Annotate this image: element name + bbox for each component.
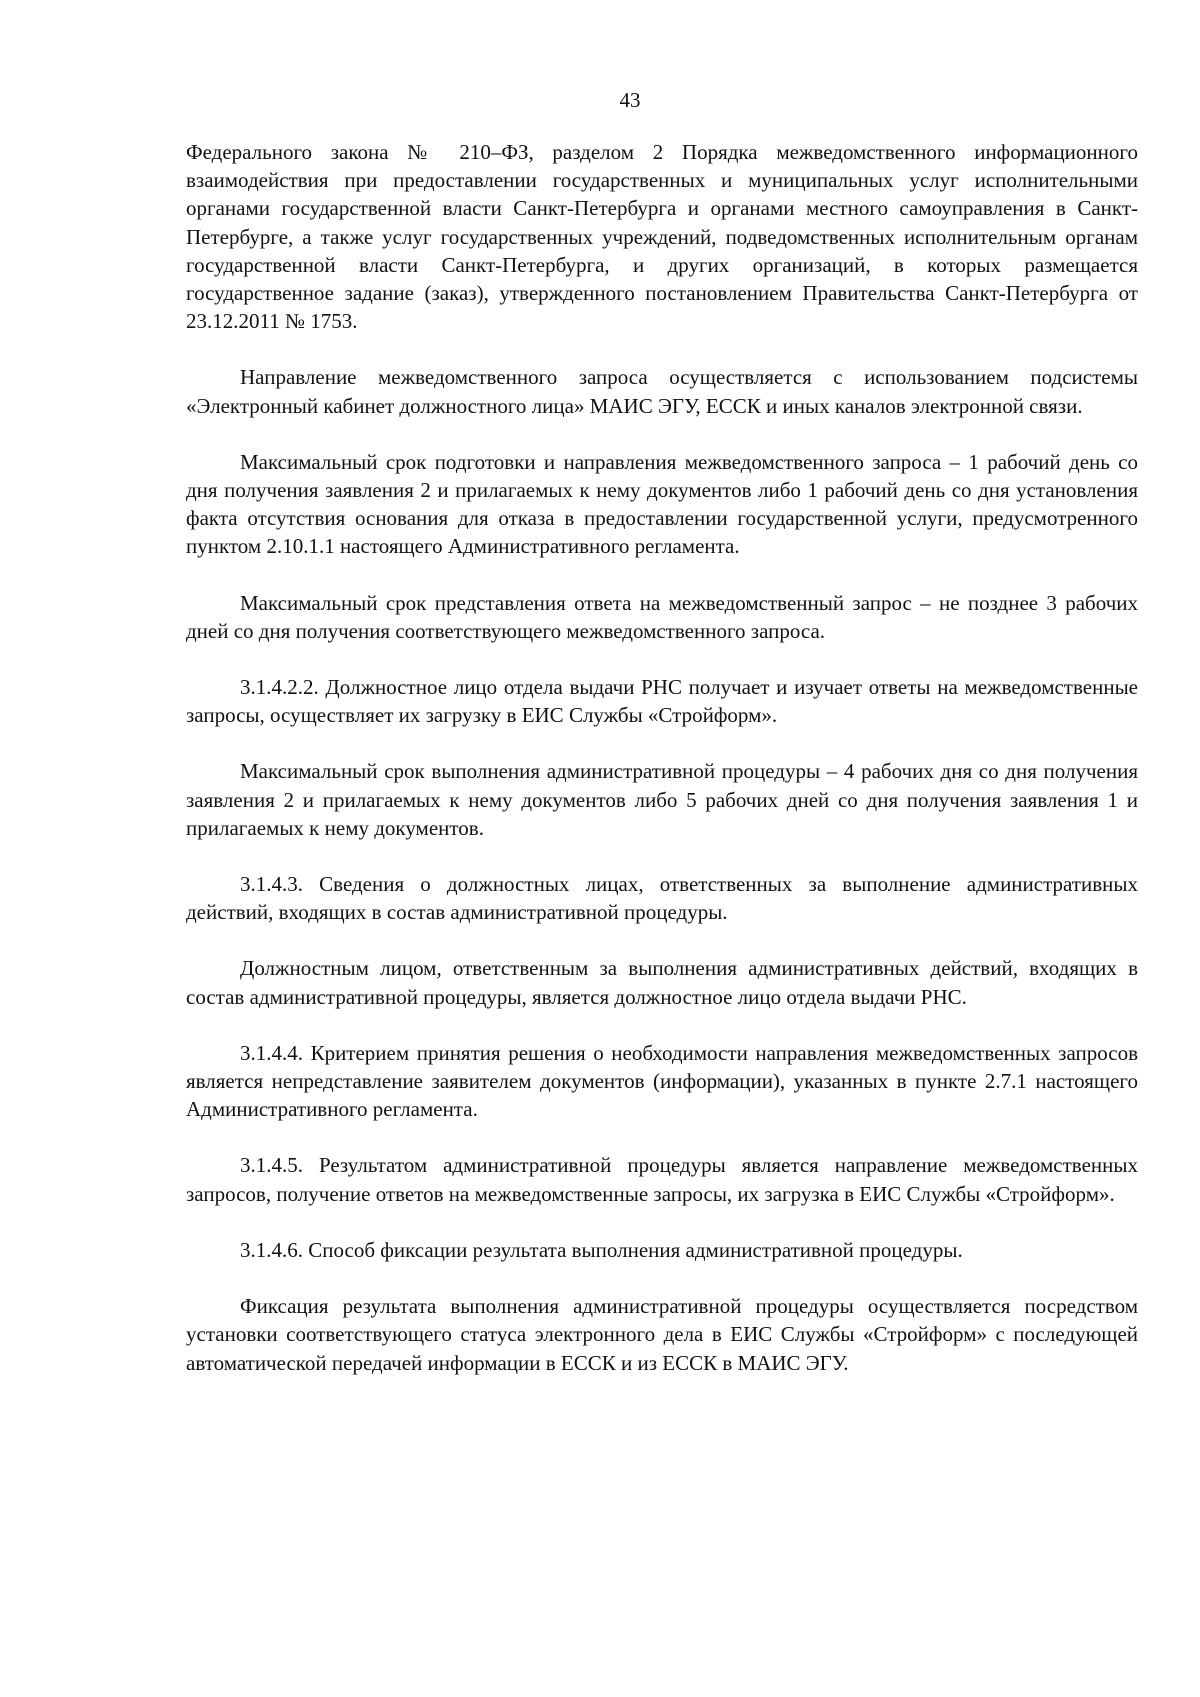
- paragraph-request-deadline: Максимальный срок подготовки и направления межведомственного запроса – 1 рабочий день со дня получения заявления 2 и прилагаемых к нему документов либо 1 рабочий день со дня установления факта отсутствия основания для отказа в предоставлении государственной услуги, предусмотренного пунктом 2.10.1.1 настоящего Административного регламента.: [186, 449, 1138, 559]
- paragraph-3-1-4-3: 3.1.4.3. Сведения о должностных лицах, ответственных за выполнение административных действий, входящих в состав административной процедуры.: [186, 872, 1138, 925]
- paragraph-response-deadline: Максимальный срок представления ответа на межведомственный запрос – не позднее 3 рабочих дней со дня получения соответствующего межведомственного запроса.: [186, 590, 1138, 643]
- paragraph-3-1-4-6: 3.1.4.6. Способ фиксации результата выполнения административной процедуры.: [240, 1237, 963, 1262]
- paragraph-3-1-4-2-2: 3.1.4.2.2. Должностное лицо отдела выдачи РНС получает и изучает ответы на межведомственные запросы, осуществляет их загрузку в ЕИС Службы «Стройформ».: [186, 675, 1138, 728]
- paragraph-request-channels: Направление межведомственного запроса осуществляется с использованием подсистемы «Электронный кабинет должностного лица» МАИС ЭГУ, ЕССК и иных каналов электронной связи.: [186, 365, 1138, 418]
- document-body: [186, 138, 1138, 1377]
- paragraph-continuation: Федерального закона № 210–ФЗ, разделом 2 Порядка межведомственного информационного взаимодействия при предоставлении государственных и муниципальных услуг исполнительными органами государственной власти Санкт-Петербурга и органами местного самоуправления в Санкт-Петербурге, а также услуг государственных учреждений, подведомственных исполнительным органам государственной власти Санкт-Петербурга, и других организаций, в которых размещается государственное задание (заказ), утвержденного постановлением Правительства Санкт-Петербурга от 23.12.2011 № 1753.: [186, 140, 1138, 334]
- paragraph-responsible-official: Должностным лицом, ответственным за выполнения административных действий, входящих в состав административной процедуры, является должностное лицо отдела выдачи РНС.: [186, 956, 1138, 1009]
- page-number: 43: [619, 88, 641, 112]
- paragraph-3-1-4-5: 3.1.4.5. Результатом административной процедуры является направление межведомственных запросов, получение ответов на межведомственные запросы, их загрузка в ЕИС Службы «Стройформ».: [186, 1153, 1138, 1206]
- paragraph-3-1-4-4: 3.1.4.4. Критерием принятия решения о необходимости направления межведомственных запросов является непредставление заявителем документов (информации), указанных в пункте 2.7.1 настоящего Административного регламента.: [186, 1040, 1138, 1122]
- paragraph-result-fixation: Фиксация результата выполнения административной процедуры осуществляется посредством установки соответствующего статуса электронного дела в ЕИС Службы «Стройформ» с последующей автоматической передачей информации в ЕССК и из ЕССК в МАИС ЭГУ.: [186, 1294, 1138, 1375]
- paragraph-procedure-deadline: Максимальный срок выполнения административной процедуры – 4 рабочих дня со дня получения заявления 2 и прилагаемых к нему документов либо 5 рабочих дней со дня получения заявления 1 и прилагаемых к нему документов.: [186, 759, 1138, 840]
